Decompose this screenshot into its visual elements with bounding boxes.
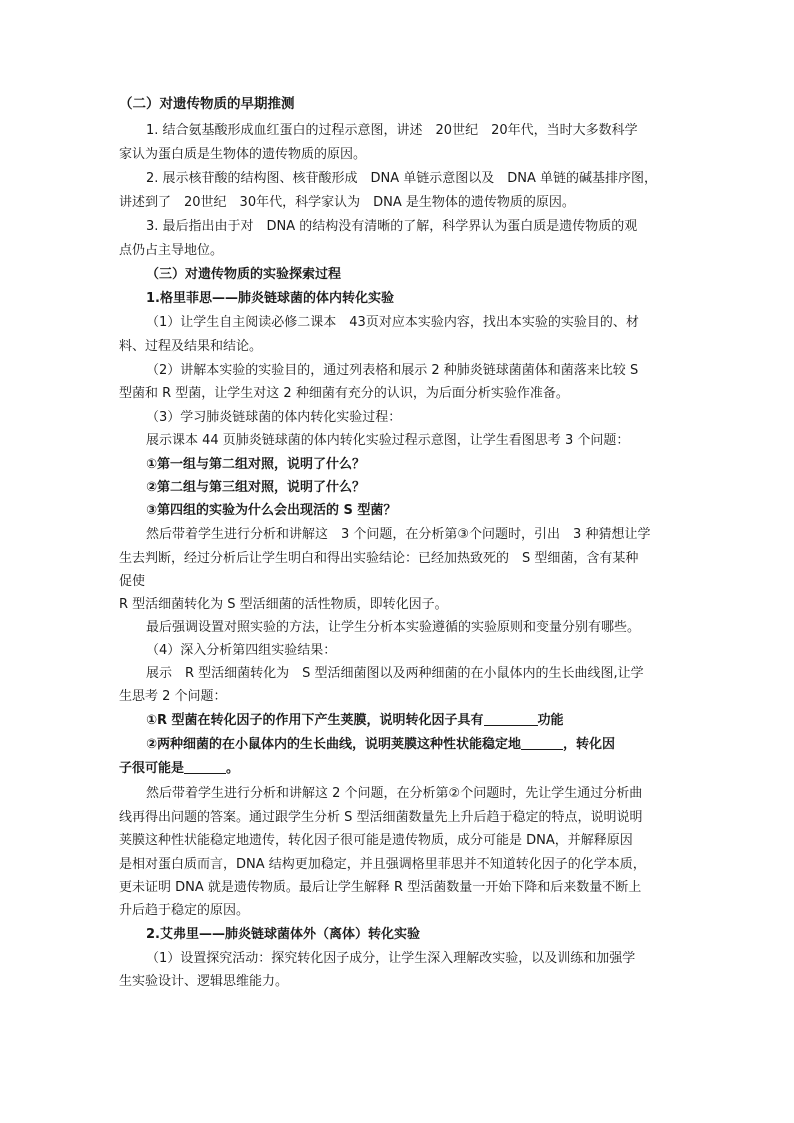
- paragraph-line: 生实验设计、逻辑思维能力。: [119, 974, 289, 989]
- paragraph-line: 荚膜这种性状能稳定地遗传，转化因子很可能是遗传物质，成分可能是 DNA，并解释原因: [119, 833, 633, 848]
- paragraph-line: 3. 最后指出由于对 DNA 的结构没有清晰的了解，科学界认为蛋白质是遗传物质的观: [146, 219, 638, 234]
- paragraph-line: （3）学习肺炎链球菌的体内转化实验过程：: [146, 410, 402, 425]
- question-2: ②第二组与第三组对照，说明了什么？: [146, 480, 366, 495]
- paragraph-line: 线再得出问题的答案。通过跟学生分析 S 型活细菌数量先上升后趋于稳定的特点，说明说明: [119, 810, 643, 825]
- subsection-heading-2: 2.艾弗里——肺炎链球菌体外（离体）转化实验: [146, 927, 420, 942]
- paragraph-line: 然后带着学生进行分析和讲解这 2 个问题，在分析第②个问题时，先让学生通过分析曲: [146, 786, 643, 801]
- question-tail: ，转化因: [563, 737, 616, 752]
- paragraph-line: （2）讲解本实验的实验目的，通过列表格和展示 2 种肺炎链球菌菌体和菌落来比较 S: [146, 363, 639, 378]
- paragraph-line: （4）深入分析第四组实验结果：: [146, 643, 337, 658]
- paragraph-line: 是相对蛋白质而言，DNA 结构更加稳定，并且强调格里菲思并不知道转化因子的化学本质，: [119, 857, 646, 872]
- paragraph-line: （1）设置探究活动：探究转化因子成分，让学生深入理解改实验，以及训练和加强学: [146, 951, 636, 966]
- fill-blank-question-1: [146, 711, 706, 731]
- answer-blank[interactable]: [521, 735, 563, 750]
- paragraph-line: 料、过程及结果和结论。: [119, 339, 263, 354]
- paragraph-line: 促使: [119, 574, 146, 589]
- paragraph-line: 点仍占主导地位。: [119, 243, 224, 258]
- paragraph-line: 家认为蛋白质是生物体的遗传物质的原因。: [119, 147, 367, 162]
- paragraph-line: 展示课本 44 页肺炎链球菌的体内转化实验过程示意图，让学生看图思考 3 个问题：: [146, 433, 630, 448]
- paragraph-line: 最后强调设置对照实验的方法，让学生分析本实验遵循的实验原则和变量分别有哪些。: [146, 620, 641, 635]
- paragraph-line: （1）让学生自主阅读必修二课本 43页对应本实验内容，找出本实验的实验目的、材: [146, 315, 639, 330]
- question-text: 子很可能是: [119, 761, 185, 776]
- paragraph-line: 1. 结合氨基酸形成血红蛋白的过程示意图，讲述 20世纪 20年代，当时大多数科学: [146, 123, 638, 138]
- paragraph-line: 生去判断，经过分析后让学生明白和得出实验结论：已经加热致死的 S 型细菌，含有某种: [119, 551, 639, 566]
- paragraph-line: 展示 R 型活细菌转化为 S 型活细菌图以及两种细菌的在小鼠体内的生长曲线图,让学: [146, 666, 644, 681]
- paragraph-line: 升后趋于稳定的原因。: [119, 903, 250, 918]
- question-tail: 。: [226, 761, 240, 776]
- question-1: ①第一组与第二组对照，说明了什么？: [146, 457, 366, 472]
- question-text: ①R 型菌在转化因子的作用下产生荚膜，说明转化因子具有: [146, 713, 484, 728]
- section-heading-3: （三）对遗传物质的实验探索过程: [146, 267, 342, 282]
- fill-blank-question-2-cont: [119, 759, 679, 779]
- question-3: ③第四组的实验为什么会出现活的 S 型菌？: [146, 503, 397, 518]
- paragraph-line: 2. 展示核苷酸的结构图、核苷酸形成 DNA 单链示意图以及 DNA 单链的碱基排序图，: [146, 171, 658, 186]
- subsection-heading-1: 1.格里菲思——肺炎链球菌的体内转化实验: [146, 291, 394, 306]
- paragraph-line: 更未证明 DNA 就是遗传物质。最后让学生解释 R 型活菌数量一开始下降和后来数量不断上: [119, 880, 642, 895]
- paragraph-line: 生思考 2 个问题：: [119, 689, 227, 704]
- question-text: ②两种细菌的在小鼠体内的生长曲线，说明荚膜这种性状能稳定地: [146, 737, 522, 752]
- answer-blank[interactable]: [184, 759, 226, 774]
- paragraph-line: R 型活细菌转化为 S 型活细菌的活性物质，即转化因子。: [119, 597, 448, 612]
- answer-blank[interactable]: [484, 711, 538, 726]
- paragraph-line: 型菌和 R 型菌，让学生对这 2 种细菌有充分的认识，为后面分析实验作准备。: [119, 386, 569, 401]
- paragraph-line: 然后带着学生进行分析和讲解这 3 个问题，在分析第③个问题时，引出 3 种猜想让学: [146, 527, 651, 542]
- question-tail: 功能: [537, 713, 564, 728]
- paragraph-line: 讲述到了 20世纪 30年代，科学家认为 DNA 是生物体的遗传物质的原因。: [119, 195, 575, 210]
- section-heading-2: （二）对遗传物质的早期推测: [119, 96, 295, 112]
- fill-blank-question-2: [146, 735, 706, 755]
